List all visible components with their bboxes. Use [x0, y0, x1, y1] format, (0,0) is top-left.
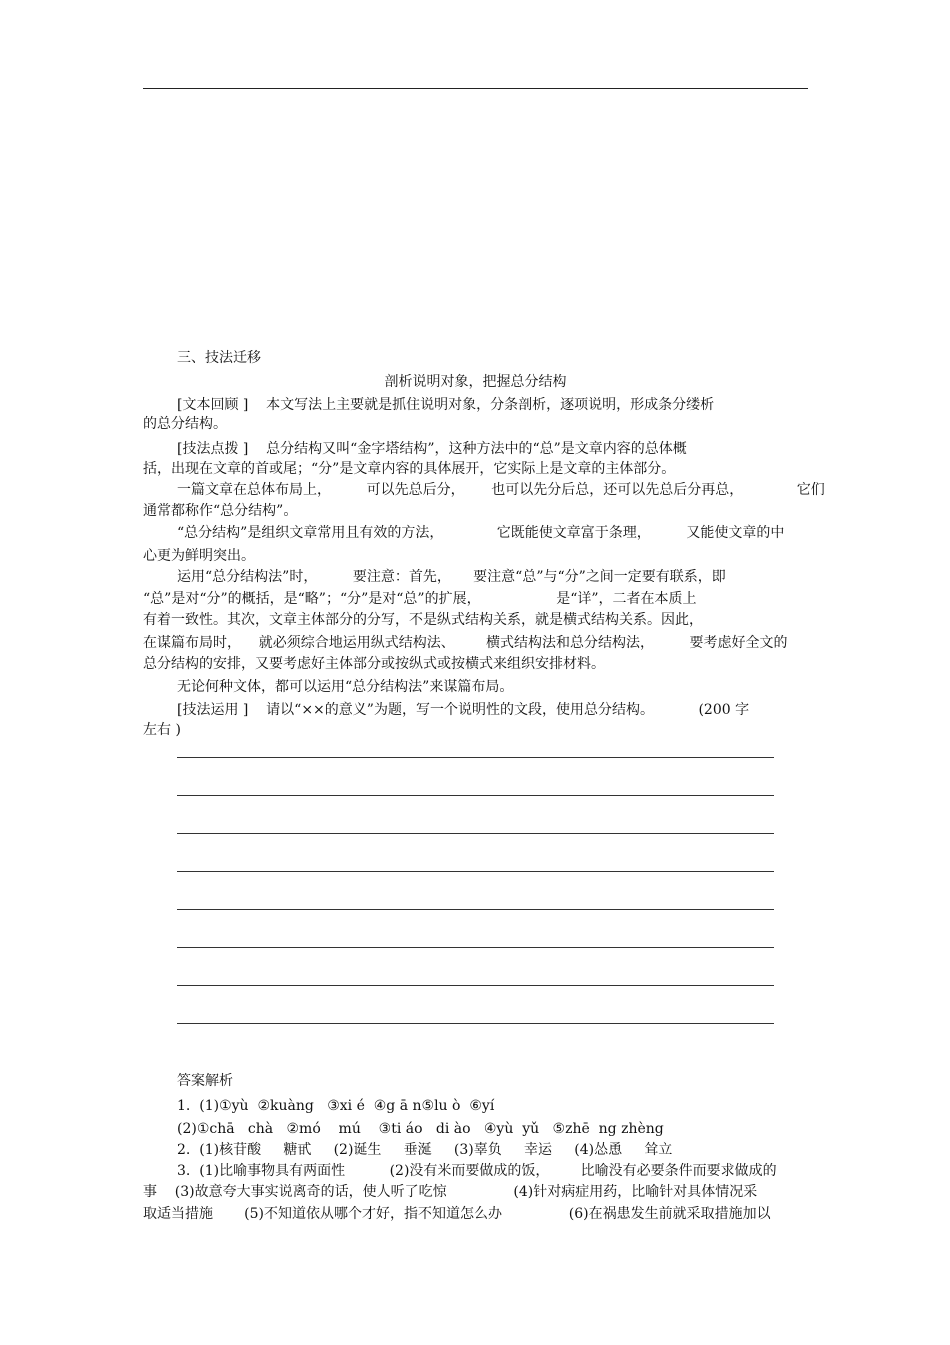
answer-line: 3. (1)比喻事物具有两面性 (2)没有米而要做成的饭， 比喻没有必要条件而要求做成的: [177, 1163, 777, 1179]
answer-line: (2)①chā chà ②mó mú ③ti áo di ào ④yù yǔ ⑤zhē ng zhèng: [177, 1121, 664, 1137]
paragraph-line: 有着一致性。其次，文章主体部分的分写，不是纵式结构关系，就是横式结构关系。因此，: [143, 612, 703, 628]
paragraph-line: 的总分结构。: [143, 416, 227, 432]
paragraph-line: 一篇文章在总体布局上， 可以先总后分， 也可以先分后总，还可以先总后分再总， 它们: [177, 482, 825, 498]
paragraph-line: [技法运用 ] 请以“××的意义”为题，写一个说明性的文段，使用总分结构。 (200 字: [177, 702, 750, 718]
paragraph-line: [文本回顾 ] 本文写法上主要就是抓住说明对象，分条剖析，逐项说明，形成条分缕析: [177, 397, 715, 413]
answer-line: 事 (3)故意夸大事实说离奇的话，使人听了吃惊 (4)针对病症用药，比喻针对具体情况采: [143, 1184, 758, 1200]
paragraph-line: 通常都称作“总分结构”。: [143, 503, 298, 519]
paragraph-line: 左右 ): [143, 722, 181, 738]
writing-line: [177, 795, 774, 796]
paragraph-line: [技法点拨 ] 总分结构又叫“金字塔结构”，这种方法中的“总”是文章内容的总体概: [177, 441, 687, 457]
writing-line: [177, 947, 774, 948]
section-subtitle: 剖析说明对象，把握总分结构: [384, 374, 567, 390]
writing-line: [177, 985, 774, 986]
answers-heading: 答案解析: [177, 1073, 233, 1089]
paragraph-line: “总”是对“分”的概括，是“略”；“分”是对“总”的扩展， 是“详”，二者在本质上: [143, 591, 697, 607]
paragraph-line: 运用“总分结构法”时， 要注意：首先， 要注意“总”与“分”之间一定要有联系，即: [177, 569, 726, 585]
paragraph-line: “总分结构”是组织文章常用且有效的方法， 它既能使文章富于条理， 又能使文章的中: [177, 525, 785, 541]
section-heading: 三、技法迁移: [177, 350, 261, 366]
writing-line: [177, 833, 774, 834]
writing-line: [177, 909, 774, 910]
answer-line: 1. (1)①yù ②kuàng ③xi é ④g ā n⑤lu ò ⑥yí: [177, 1098, 495, 1114]
writing-line: [177, 1023, 774, 1024]
answer-line: 2. (1)核苷酸 糖甙 (2)诞生 垂涎 (3)辜负 幸运 (4)怂恿 耸立: [177, 1142, 673, 1158]
writing-line: [177, 757, 774, 758]
paragraph-line: 总分结构的安排，又要考虑好主体部分或按纵式或按横式来组织安排材料。: [143, 656, 605, 672]
writing-line: [177, 871, 774, 872]
paragraph-line: 无论何种文体，都可以运用“总分结构法”来谋篇布局。: [177, 679, 514, 695]
paragraph-line: 括，出现在文章的首或尾；“分”是文章内容的具体展开，它实际上是文章的主体部分。: [143, 461, 676, 477]
paragraph-line: 在谋篇布局时， 就必须综合地运用纵式结构法、 横式结构法和总分结构法， 要考虑好全文的: [143, 635, 788, 651]
header-rule: [143, 88, 808, 89]
paragraph-line: 心更为鲜明突出。: [143, 548, 255, 564]
answer-line: 取适当措施 (5)不知道依从哪个才好，指不知道怎么办 (6)在祸患发生前就采取措施加以: [143, 1206, 771, 1222]
